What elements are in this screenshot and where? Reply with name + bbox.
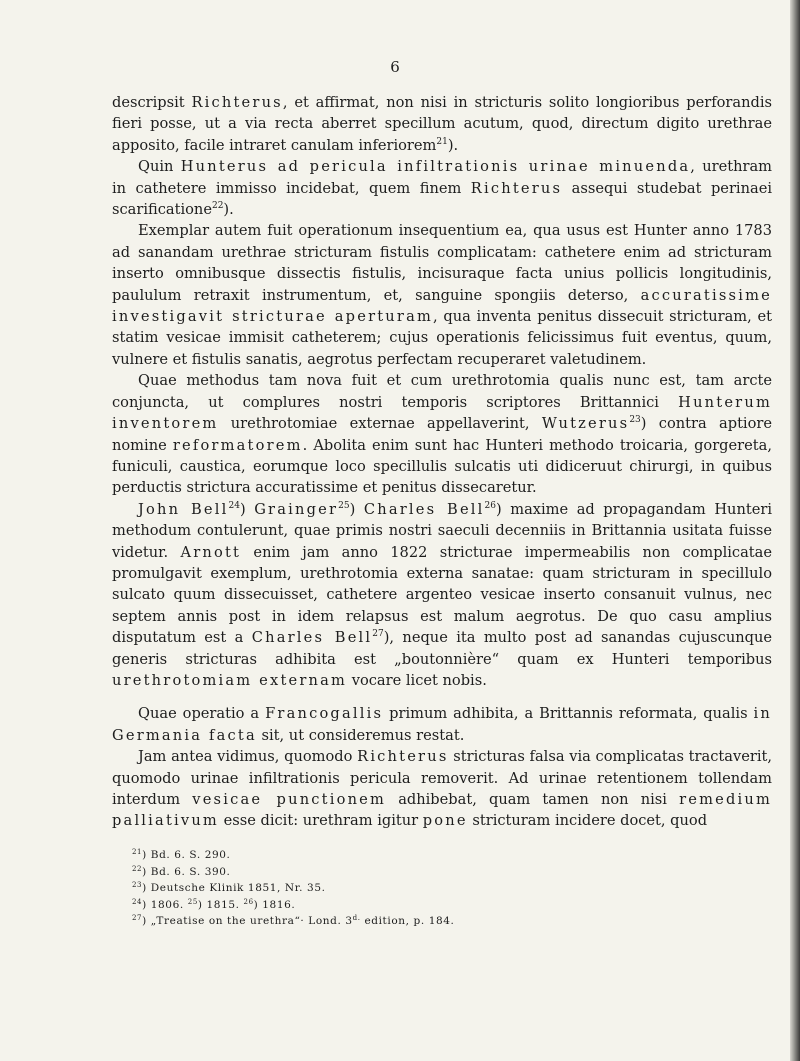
text-run: Quae methodus tam nova fuit et cum urethrotomia qualis nunc est, tam arcte conjuncta, ut complures nostri temporis scriptores Brittannici xyxy=(112,372,772,411)
spaced-text: urethrotomiam externam xyxy=(112,671,348,689)
footnote: $^{21}$) Bd. 6. S. 290. xyxy=(132,848,231,861)
footnote-number: 21 xyxy=(132,848,143,856)
paragraph xyxy=(112,156,772,220)
footnote-text: 1816. xyxy=(262,898,296,911)
text-run: ) xyxy=(349,500,364,518)
spaced-text: accuratissime investigavit stricturae aperturam xyxy=(112,286,772,326)
text-run: ), neque ita multo post ad sanandas cujuscunque generis stricturas adhibita est „boutonnière“ quam ex Hunteri temporibus xyxy=(112,629,772,668)
spaced-text: vesicae punctionem xyxy=(192,791,387,808)
paragraph xyxy=(112,220,772,370)
footnote-text: Bd. 6. S. 390. xyxy=(150,865,231,878)
text-run: esse dicit: urethram igitur xyxy=(218,812,423,830)
text-run: ) contra aptiore nomine xyxy=(112,415,772,454)
spaced-text: Arnott xyxy=(180,543,242,561)
footnote-text: 1815. xyxy=(206,898,240,911)
text-run: Jam antea vidimus, quomodo xyxy=(138,748,358,766)
spaced-text: remedium palliativum xyxy=(112,791,772,830)
text-run: adhibebat, quam tamen non nisi xyxy=(386,791,680,808)
paragraph xyxy=(112,92,772,156)
spaced-text: Hunterum inventorem xyxy=(112,393,772,433)
text-run: ). xyxy=(223,201,234,219)
spaced-text: Richterus xyxy=(470,179,563,197)
text-run: sit, ut consideremus restat. xyxy=(256,726,465,744)
text-run: ). xyxy=(447,136,459,154)
paragraph xyxy=(112,746,772,832)
text-run: , et affirmat, non nisi in stricturis solito longioribus perforandis fieri posse, ut a via recta aberret specillum acutum, quod, directum digito urethrae apposito, facile intraret canulam inferiorem xyxy=(112,94,772,154)
text-run: descripsit xyxy=(112,94,192,111)
paragraph xyxy=(112,499,772,692)
footnote-text: Deutsche Klinik 1851, Nr. 35. xyxy=(150,882,326,894)
text-run: ) xyxy=(239,500,255,518)
footnote-ref: 21 xyxy=(436,136,448,147)
text-run: , urethram in cathetere immisso incidebat, quem finem xyxy=(112,158,772,197)
footnote-ref: 25 xyxy=(338,500,350,511)
footnote-text: Bd. 6. S. 290. xyxy=(150,849,231,861)
footnote-superscript: d. xyxy=(352,914,361,922)
footnote-number: 22 xyxy=(132,864,143,873)
footnote-text: 1806. xyxy=(150,898,184,911)
footnote-number: 26 xyxy=(243,897,254,906)
paragraph xyxy=(112,703,772,746)
text-run: enim jam anno 1822 stricturae impermeabilis non complicatae promulgavit exemplum, urethrotomia externa sanatae: quam stricturam in specillulo sulcato quum dissecuisset, cathetere argenteo vesicae inserto consanuit vulnus, nec septem annis post in idem relapsus est malum aegrotus. De quo casu amplius disputatum est a xyxy=(112,543,772,647)
spaced-text: Richterus xyxy=(191,94,283,111)
spaced-text: pone xyxy=(422,812,468,830)
text-run: ) maxime ad propagandam Hunteri methodum contulerunt, quae primis nostri saeculi decenniis in Brittannia usitata fuisse videtur. xyxy=(112,500,772,561)
page-number: 6 xyxy=(390,58,400,76)
footnote: $^{24}$) 1806. $^{25}$) 1815. $^{26}$) 1816. xyxy=(132,897,296,911)
footnote-number: 25 xyxy=(187,897,198,906)
text-run: urethrotomiae externae appellaverint, xyxy=(218,415,542,433)
text-run: primum adhibita, a Brittannis reformata, qualis xyxy=(383,705,754,723)
text-run: Quin xyxy=(138,158,181,176)
footnote-ref: 22 xyxy=(211,201,224,212)
spaced-text: in Germania facta xyxy=(112,705,773,744)
footnote-number: 24 xyxy=(132,897,143,906)
body-text xyxy=(112,92,772,832)
text-run: stricturas falsa via complicatas tractaverit, quomodo urinae infiltrationis pericula removerit. Ad urinae retentionem tollendam interdum xyxy=(112,748,772,808)
text-run: Quae operatio a xyxy=(138,705,266,723)
text-run: stricturam incidere docet, quod xyxy=(467,812,708,830)
footnote: $^{22}$) Bd. 6. S. 390. xyxy=(132,864,231,878)
footnote-ref: 26 xyxy=(484,500,496,511)
spaced-text: Charles Bell xyxy=(363,500,485,518)
spaced-text: reformatorem xyxy=(172,436,303,454)
footnote-ref: 23 xyxy=(629,415,641,426)
footnote-ref: 27 xyxy=(372,629,384,640)
spaced-text: Hunterus ad pericula infiltrationis urinae minuenda xyxy=(180,158,691,176)
footnote-text: „Treatise on the urethra“· Lond. 3 xyxy=(150,915,353,927)
footnote-number: 23 xyxy=(132,881,143,889)
footnote: $^{27}$) „Treatise on the urethra“· Lond. $3^{d.}$ edition, p. 184. xyxy=(132,914,455,927)
footnote-text: edition, p. 184. xyxy=(360,915,455,927)
spaced-text: John Bell xyxy=(138,500,229,518)
text-run: Exemplar autem fuit operationum insequentium ea, qua usus est Hunter anno 1783 ad sanandam urethrae stricturam fistulis complicatam: cathetere enim ad stricturam inserto omnibusque dissectis fistulis, incisuraque facta unius pollicis longitudinis, paululum retraxit instrumentum, et, sanguine spongiis deterso, xyxy=(112,222,772,304)
spaced-text: Wutzerus xyxy=(541,415,630,433)
page-edge-shadow xyxy=(790,0,800,1061)
footnote-ref: 24 xyxy=(228,500,240,511)
spaced-text: Charles Bell xyxy=(251,629,373,647)
spaced-text: Richterus xyxy=(357,748,449,766)
footnotes xyxy=(132,847,732,930)
footnote: $^{23}$) Deutsche Klinik 1851, Nr. 35. xyxy=(132,881,326,894)
text-run: , qua inventa penitus dissecuit stricturam, et statim vesicae immisit catheterem; cujus operationis felicissimus fuit eventus, quum, vulnere et fistulis sanatis, aegrotus perfectam recuperaret valetudinem. xyxy=(112,308,772,368)
spaced-text: Francogallis xyxy=(265,705,384,723)
footnote-number: 27 xyxy=(132,914,143,922)
text-run: vocare licet nobis. xyxy=(347,671,487,689)
text-run: assequi studebat perinaei scarificatione xyxy=(112,179,772,219)
text-run: . Abolita enim sunt hac Hunteri methodo troicaria, gorgereta, funiculi, caustica, eorumque loco specillulis sulcatis uti didiceruut chirurgi, in quibus perductis strictura accuratissime et penitus dissecaretur. xyxy=(112,436,772,497)
spaced-text: Grainger xyxy=(254,500,339,518)
paragraph xyxy=(112,370,772,498)
